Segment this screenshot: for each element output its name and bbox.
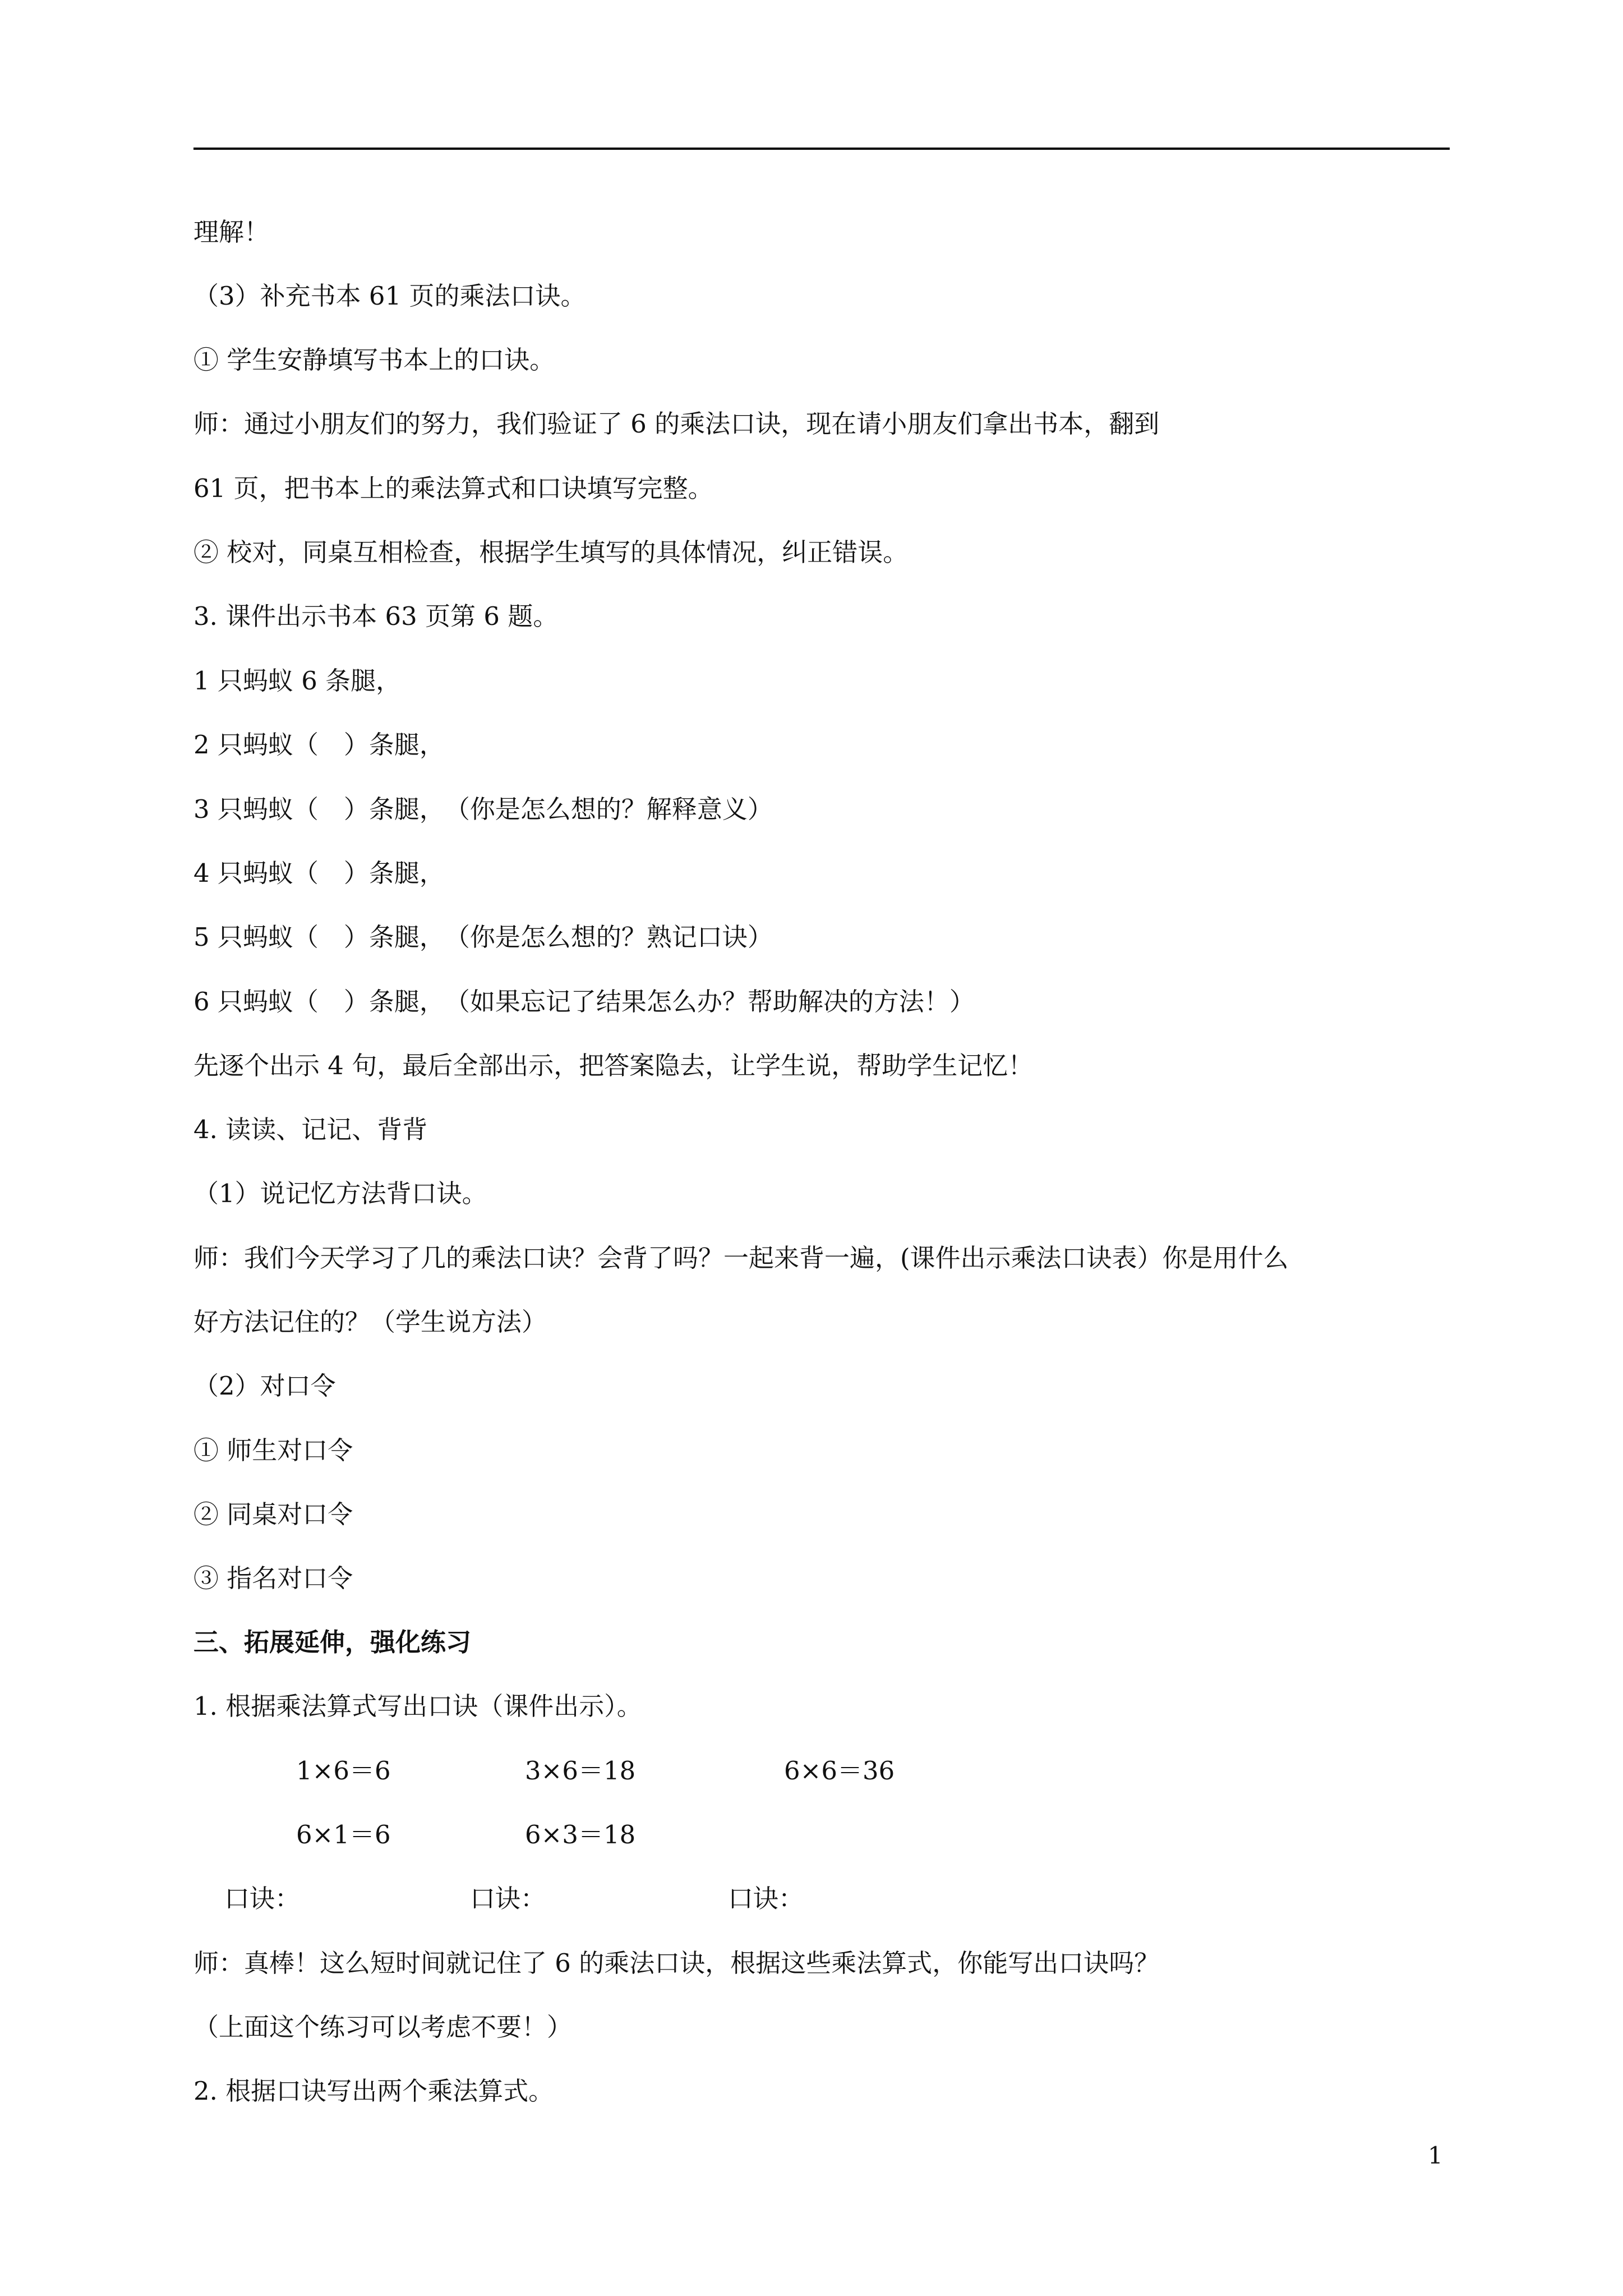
header-rule (193, 148, 1450, 150)
section-heading: 三、拓展延伸，强化练习 (193, 1627, 472, 1657)
equation: 6×3＝18 (525, 1820, 636, 1849)
paragraph-line: 2. 根据口诀写出两个乘法算式。 (193, 2076, 554, 2106)
paragraph-line: 6 只蚂蚁（ ）条腿， （如果忘记了结果怎么办？帮助解决的方法！） (193, 987, 975, 1016)
paragraph-line: 师：通过小朋友们的努力，我们验证了 6 的乘法口诀，现在请小朋友们拿出书本，翻到 (193, 409, 1160, 439)
paragraph-line: ① 学生安静填写书本上的口诀。 (193, 345, 555, 375)
page-number: 1 (1428, 2142, 1443, 2169)
paragraph-line: 5 只蚂蚁（ ）条腿， （你是怎么想的？熟记口诀） (193, 922, 773, 952)
equation: 6×6＝36 (784, 1756, 895, 1786)
paragraph-line: 师：我们今天学习了几的乘法口诀？会背了吗？一起来背一遍，(课件出示乘法口诀表）你是用什么 (193, 1243, 1289, 1273)
paragraph-line: （1）说记忆方法背口诀。 (193, 1179, 487, 1208)
paragraph-line: 61 页，把书本上的乘法算式和口诀填写完整。 (193, 473, 713, 503)
paragraph-line: 先逐个出示 4 句，最后全部出示，把答案隐去，让学生说，帮助学生记忆！ (193, 1051, 1034, 1080)
paragraph-line: 理解！ (193, 217, 270, 247)
paragraph-line: 1. 根据乘法算式写出口诀（课件出示）。 (193, 1691, 642, 1721)
koujue-label: 口诀： (470, 1884, 546, 1913)
paragraph-line: 1 只蚂蚁 6 条腿， (193, 666, 402, 696)
paragraph-line: ③ 指名对口令 (193, 1563, 353, 1593)
equation: 3×6＝18 (525, 1756, 636, 1786)
paragraph-line: ② 同桌对口令 (193, 1499, 353, 1529)
koujue-label: 口诀： (224, 1884, 301, 1913)
paragraph-line: 4. 读读、记记、背背 (193, 1115, 428, 1144)
equation: 6×1＝6 (296, 1820, 391, 1849)
paragraph-line: （2）对口令 (193, 1371, 336, 1401)
paragraph-line: 3 只蚂蚁（ ）条腿， （你是怎么想的？解释意义） (193, 794, 773, 824)
paragraph-line: ② 校对，同桌互相检查，根据学生填写的具体情况，纠正错误。 (193, 537, 909, 567)
paragraph-line: 4 只蚂蚁（ ）条腿， (193, 858, 445, 888)
paragraph-line: （上面这个练习可以考虑不要！） (193, 2012, 573, 2042)
paragraph-line: （3）补充书本 61 页的乘法口诀。 (193, 281, 586, 311)
paragraph-line: 2 只蚂蚁（ ）条腿， (193, 730, 445, 760)
paragraph-line: 好方法记住的？（学生说方法） (193, 1307, 547, 1337)
paragraph-line: 3. 课件出示书本 63 页第 6 题。 (193, 601, 559, 631)
equation: 1×6＝6 (296, 1756, 391, 1786)
koujue-label: 口诀： (728, 1884, 804, 1913)
paragraph-line: 师：真棒！这么短时间就记住了 6 的乘法口诀，根据这些乘法算式，你能写出口诀吗？ (193, 1948, 1160, 1978)
paragraph-line: ① 师生对口令 (193, 1435, 353, 1465)
